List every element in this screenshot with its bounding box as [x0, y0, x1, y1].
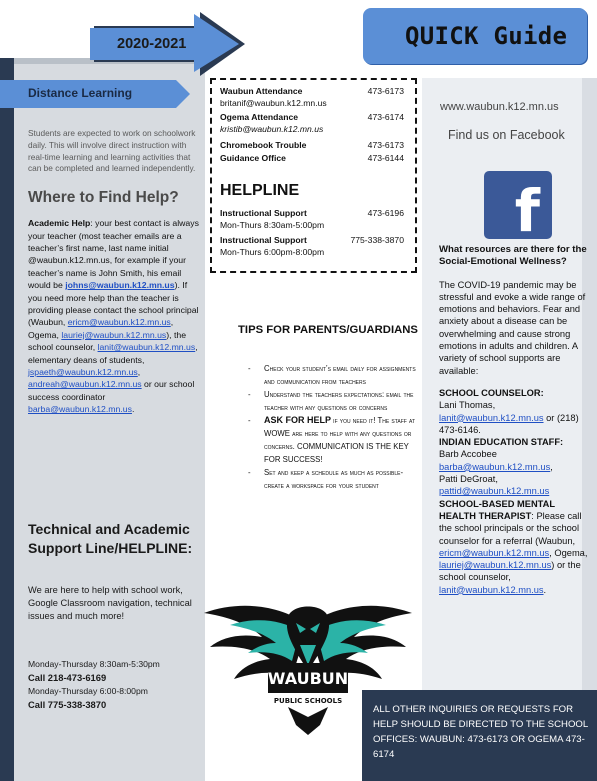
call-number-2: Call 775-338-3870	[28, 699, 107, 710]
email-link[interactable]: johns@waubun.k12.mn.us	[65, 280, 175, 291]
contact-row: Guidance Office 473-6144	[220, 153, 404, 163]
email-link[interactable]: lanit@waubun.k12.mn.us	[439, 584, 544, 595]
email-link[interactable]: pattid@waubun.k12.mn.us	[439, 486, 550, 497]
email-link[interactable]: barba@waubun.k12.mn.us	[28, 404, 132, 415]
contact-row: Waubun Attendance 473-6173 britanif@waubun.k12.mn.us	[220, 86, 404, 108]
email-link[interactable]: jspaeth@waubun.k12.mn.us	[28, 367, 138, 378]
tips-list	[248, 362, 416, 492]
quick-guide-title: QUICK Guide	[405, 22, 568, 50]
email-link[interactable]: andreah@waubun.k12.mn.us	[28, 379, 142, 390]
logo-text: WAUBUN	[267, 669, 349, 688]
where-to-find-help-heading: Where to Find Help?	[28, 189, 179, 207]
contact-row: Chromebook Trouble 473-6173	[220, 140, 404, 150]
facebook-text: Find us on Facebook	[448, 128, 565, 142]
wellness-paragraph: The COVID-19 pandemic may be stressful and evoke a wide range of emotions and behaviors. Fear and anxiety about a disease can be overwhelming and cause strong emotions in adults and children. A variety of school supports are available:	[439, 279, 586, 376]
logo-subtext: PUBLIC SCHOOLS	[273, 697, 343, 705]
email-link[interactable]: barba@waubun.k12.mn.us	[439, 461, 551, 472]
waubun-eagle-logo	[200, 585, 415, 750]
email-link[interactable]: lauriej@waubun.k12.mn.us	[439, 560, 552, 571]
academic-help-text: Academic Help: your best contact is always your teacher (most teacher emails are a teacher’s first name, last name initial @waubun.k12.mn.us, for example if your teacher’s name is John Smith, his email would be johns@waubun.k12.mn.us). If you need more help than the teacher is providing please contact the school principal (Waubun, ericm@waubun.k12.mn.us, Ogema, lauriej@waubun.k12.mn.us), the school counselor, lanit@waubun.k12.mn.us, elementary deans of students, jspaeth@waubun.k12.mn.us, andreah@waubun.k12.mn.us or our school success coordinator barba@waubun.k12.mn.us.	[28, 218, 199, 415]
helpline-heading: HELPLINE	[220, 182, 300, 199]
email-link[interactable]: ericm@waubun.k12.mn.us	[67, 317, 171, 328]
call-number-1: Call 218-473-6169	[28, 672, 107, 683]
website-link[interactable]: www.waubun.k12.mn.us	[440, 101, 559, 113]
helpline-row: Instructional Support 473-6196 Mon-Thurs 8:30am-5:00pm	[220, 208, 404, 230]
academic-help-label: Academic Help	[28, 218, 91, 229]
helpline-row: Instructional Support 775-338-3870 Mon-Thurs 6:00pm-8:00pm	[220, 235, 404, 257]
tech-support-text: We are here to help with school work, Google Classroom navigation, technical issues and much more!	[28, 585, 192, 621]
school-year: 2020-2021	[117, 36, 187, 52]
tips-heading: TIPS FOR PARENTS/GUARDIANS	[238, 324, 418, 336]
left-stripe	[0, 58, 14, 781]
tip-item: - Check your student’s email daily for assignments and communication from teachers	[248, 362, 416, 388]
intro-text: Students are expected to work on schoolwork daily. This will involve direct instruction with real-time learning and learning activities that can be completed and learned independently.	[28, 128, 196, 174]
left-body	[28, 128, 200, 416]
tip-item: - Set and keep a schedule as much as possible- create a workspace for your student	[248, 466, 416, 492]
tip-item: - Understand the teachers expectations: email the teacher with any questions or concerns	[248, 388, 416, 414]
email-link[interactable]: lauriej@waubun.k12.mn.us	[61, 329, 167, 340]
facebook-icon[interactable]: f	[484, 171, 552, 239]
tech-support-heading: Technical and Academic Support Line/HELPLINE:	[28, 521, 193, 556]
tip-item: - ASK FOR HELP if you need it! The staff at WOWE are here to help with any questions or concerns. COMMUNICATION IS THE KEY FOR SUCCESS!	[248, 414, 416, 466]
wellness-section: What resources are there for the Social-Emotional Wellness? The COVID-19 pandemic may be stressful and evoke a wide range of emotions and behaviors. Fear and anxiety about a disease can be overwhelming and cause strong emotions in adults and children. A variety of school supports are available: SCHOOL COUNSELOR: Lani Thomas, lanit@waubun.k12.mn.us or (218) 473-6146. INDIAN EDUCATION STAFF: Barb Accobee barba@waubun.k12.mn.us, Patti DeGroat, pattid@waubun.k12.mn.us SCHOOL-BASED MENTAL HEALTH THERAPIST: Please call the school principals or the school counselor for a referral (Waubun, ericm@waubun.k12.mn.us, Ogema, lauriej@waubun.k12.mn.us) or the school counselor, lanit@waubun.k12.mn.us.	[439, 244, 588, 595]
email-link[interactable]: lanit@waubun.k12.mn.us	[439, 412, 544, 423]
email-link[interactable]: ericm@waubun.k12.mn.us	[439, 547, 550, 558]
email-link[interactable]: lanit@waubun.k12.mn.us	[97, 342, 196, 353]
distance-learning-label: Distance Learning	[28, 86, 133, 100]
wellness-question: What resources are there for the Social-Emotional Wellness?	[439, 244, 587, 268]
contacts-box	[210, 78, 417, 273]
contact-row: Ogema Attendance 473-6174 kristib@waubun.k12.mn.us	[220, 112, 404, 134]
tech-support-hours: Monday-Thursday 8:30am-5:30pm Call 218-473-6169 Monday-Thursday 6:00-8:00pm Call 775-338-3870	[28, 659, 160, 710]
inquiries-text: ALL OTHER INQUIRIES OR REQUESTS FOR HELP SHOULD BE DIRECTED TO THE SCHOOL OFFICES: WAUBUN: 473-6173 OR OGEMA 473-6174	[373, 704, 588, 760]
